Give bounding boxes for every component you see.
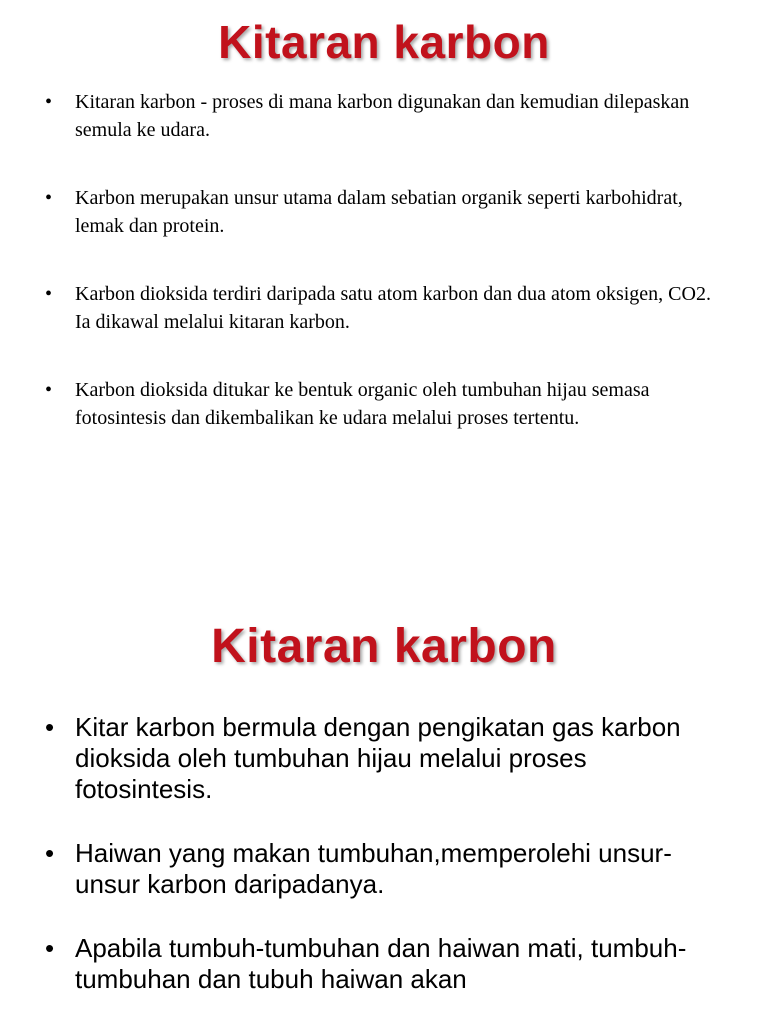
bullet-text: Kitar karbon bermula dengan pengikatan gas karbon dioksida oleh tumbuhan hijau melalui proses fotosintesis. xyxy=(75,712,681,804)
bullet-text: Kitaran karbon - proses di mana karbon digunakan dan kemudian dilepaskan semula ke udara. xyxy=(75,91,690,141)
list-item xyxy=(45,88,715,144)
slide-title: Kitaran karbon xyxy=(218,16,550,68)
bullet-icon: • xyxy=(45,712,55,742)
list-item xyxy=(45,838,695,900)
list-item xyxy=(45,712,695,805)
bullet-list xyxy=(45,712,695,1024)
bullet-text: Apabila tumbuh-tumbuhan dan haiwan mati, tumbuh- tumbuhan dan tubuh haiwan akan xyxy=(75,933,687,994)
bullet-icon: • xyxy=(45,379,53,401)
bullet-icon: • xyxy=(45,933,55,963)
list-item xyxy=(45,376,715,432)
slide-title: Kitaran karbon xyxy=(211,620,557,673)
slide-2 xyxy=(0,540,768,1024)
bullet-icon: • xyxy=(45,91,53,113)
bullet-text: Karbon dioksida terdiri daripada satu atom karbon dan dua atom oksigen, CO2. Ia dikawal melalui kitaran karbon. xyxy=(75,283,711,333)
list-item xyxy=(45,933,695,995)
bullet-list xyxy=(45,88,715,472)
list-item xyxy=(45,184,715,240)
bullet-text: Karbon merupakan unsur utama dalam sebatian organik seperti karbohidrat, lemak dan protein. xyxy=(75,187,683,237)
bullet-icon: • xyxy=(45,283,53,305)
bullet-text: Karbon dioksida ditukar ke bentuk organic oleh tumbuhan hijau semasa fotosintesis dan dikembalikan ke udara melalui proses tertentu. xyxy=(75,379,650,429)
bullet-text: Haiwan yang makan tumbuhan,memperolehi unsur-unsur karbon daripadanya. xyxy=(75,838,672,899)
list-item xyxy=(45,280,715,336)
bullet-icon: • xyxy=(45,838,55,868)
bullet-icon: • xyxy=(45,187,53,209)
